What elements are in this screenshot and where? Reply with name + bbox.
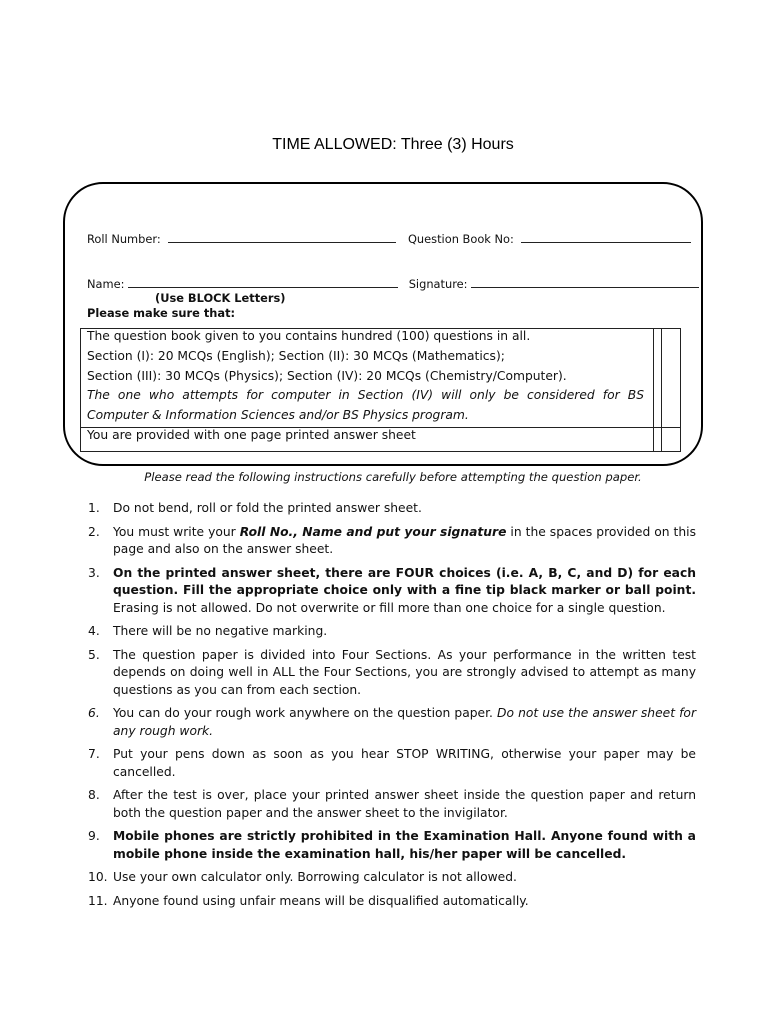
- instruction-item: [88, 647, 696, 700]
- instruction-item: [88, 524, 696, 559]
- instruction-number: 4.: [88, 624, 100, 638]
- checklist-line-6: You are provided with one page printed answer sheet: [87, 428, 416, 442]
- instruction-number: 5.: [88, 647, 100, 662]
- instruction-item: [88, 828, 696, 863]
- instruction-number: 10.: [88, 870, 108, 884]
- instruction-item: [88, 869, 696, 887]
- signature-field[interactable]: [471, 276, 699, 288]
- instruction-number: 8.: [88, 788, 100, 802]
- instruction-emphasis: Roll No., Name and put your signature: [239, 524, 507, 539]
- instruction-emphasis: On the printed answer sheet, there are FOUR choices (i.e. A, B, C, and D) for each question. Fill the appropriate choice only with a fine tip black marker or ball point.: [113, 565, 696, 597]
- instruction-text-part: You can do your rough work anywhere on the question paper.: [113, 706, 498, 720]
- instruction-number: 2.: [88, 524, 100, 539]
- instruction-text: After the test is over, place your printed answer sheet inside the question paper and return both the question paper and the answer sheet to the invigilator.: [113, 788, 696, 820]
- instruction-item: [88, 893, 696, 911]
- name-label: Name:: [87, 277, 125, 291]
- instruction-item: [88, 746, 696, 781]
- instruction-number: 3.: [88, 565, 100, 580]
- make-sure-heading: Please make sure that:: [87, 306, 236, 320]
- instruction-number: 7.: [88, 747, 100, 761]
- instruction-text: [113, 565, 696, 618]
- checkbox-column-divider-2: [661, 329, 662, 451]
- question-book-label: Question Book No:: [407, 232, 514, 246]
- checklist-line-3: Section (III): 30 MCQs (Physics); Section (IV): 20 MCQs (Chemistry/Computer).: [87, 369, 567, 383]
- instruction-emphasis: Do not use the answer sheet for any rough work.: [113, 706, 696, 738]
- checklist-line-2: Section (I): 20 MCQs (English); Section (II): 30 MCQs (Mathematics);: [87, 349, 505, 363]
- instructions-list: [88, 500, 696, 916]
- instruction-item: [88, 623, 696, 641]
- instruction-text: There will be no negative marking.: [113, 624, 328, 638]
- name-field[interactable]: [128, 276, 398, 288]
- instruction-number: 9.: [88, 829, 100, 843]
- roll-number-label: Roll Number:: [87, 232, 161, 246]
- checklist-line-5: Computer & Information Sciences and/or BS Physics program.: [87, 408, 469, 422]
- instruction-text-part: in the spaces provided on this page and also on the answer sheet.: [113, 524, 696, 556]
- instruction-number: 6.: [88, 706, 100, 720]
- instruction-text: Use your own calculator only. Borrowing calculator is not allowed.: [113, 870, 517, 884]
- instruction-text-part: Erasing is not allowed. Do not overwrite or fill more than one choice for a single question.: [113, 600, 666, 615]
- block-letters-hint: (Use BLOCK Letters): [155, 291, 286, 305]
- instruction-text-part: You must write your: [113, 524, 240, 539]
- instruction-text: [113, 705, 696, 740]
- page-title: TIME ALLOWED: Three (3) Hours: [272, 136, 514, 153]
- checkbox-column-divider: [653, 329, 654, 451]
- instruction-number: 1.: [88, 501, 100, 515]
- signature-label: Signature:: [408, 277, 468, 291]
- instruction-item: [88, 500, 696, 518]
- instruction-text: The question paper is divided into Four Sections. As your performance in the written test depends on doing well in ALL the Four Sections, you are strongly advised to attempt as many questions as you can from each section.: [113, 647, 696, 697]
- instruction-item: [88, 705, 696, 740]
- instruction-item: [88, 565, 696, 618]
- instruction-text: Mobile phones are strictly prohibited in the Examination Hall. Anyone found with a mobile phone inside the examination hall, his/her paper will be cancelled.: [113, 829, 696, 861]
- name-row: [87, 276, 699, 291]
- roll-number-field[interactable]: [168, 231, 396, 243]
- instruction-item: [88, 787, 696, 822]
- roll-row: [87, 231, 691, 246]
- checklist-line-1: The question book given to you contains hundred (100) questions in all.: [87, 329, 531, 343]
- instruction-number: 11.: [88, 893, 108, 908]
- instruction-text: [113, 524, 696, 559]
- checklist-line-4: The one who attempts for computer in Section (IV) will only be considered for BS: [87, 388, 644, 402]
- question-book-field[interactable]: [521, 231, 691, 243]
- instructions-note: Please read the following instructions carefully before attempting the question paper.: [144, 470, 642, 484]
- instruction-text: Put your pens down as soon as you hear STOP WRITING, otherwise your paper may be cancelled.: [113, 747, 696, 779]
- instruction-text: Do not bend, roll or fold the printed answer sheet.: [113, 501, 422, 515]
- instruction-text: Anyone found using unfair means will be disqualified automatically.: [113, 893, 529, 908]
